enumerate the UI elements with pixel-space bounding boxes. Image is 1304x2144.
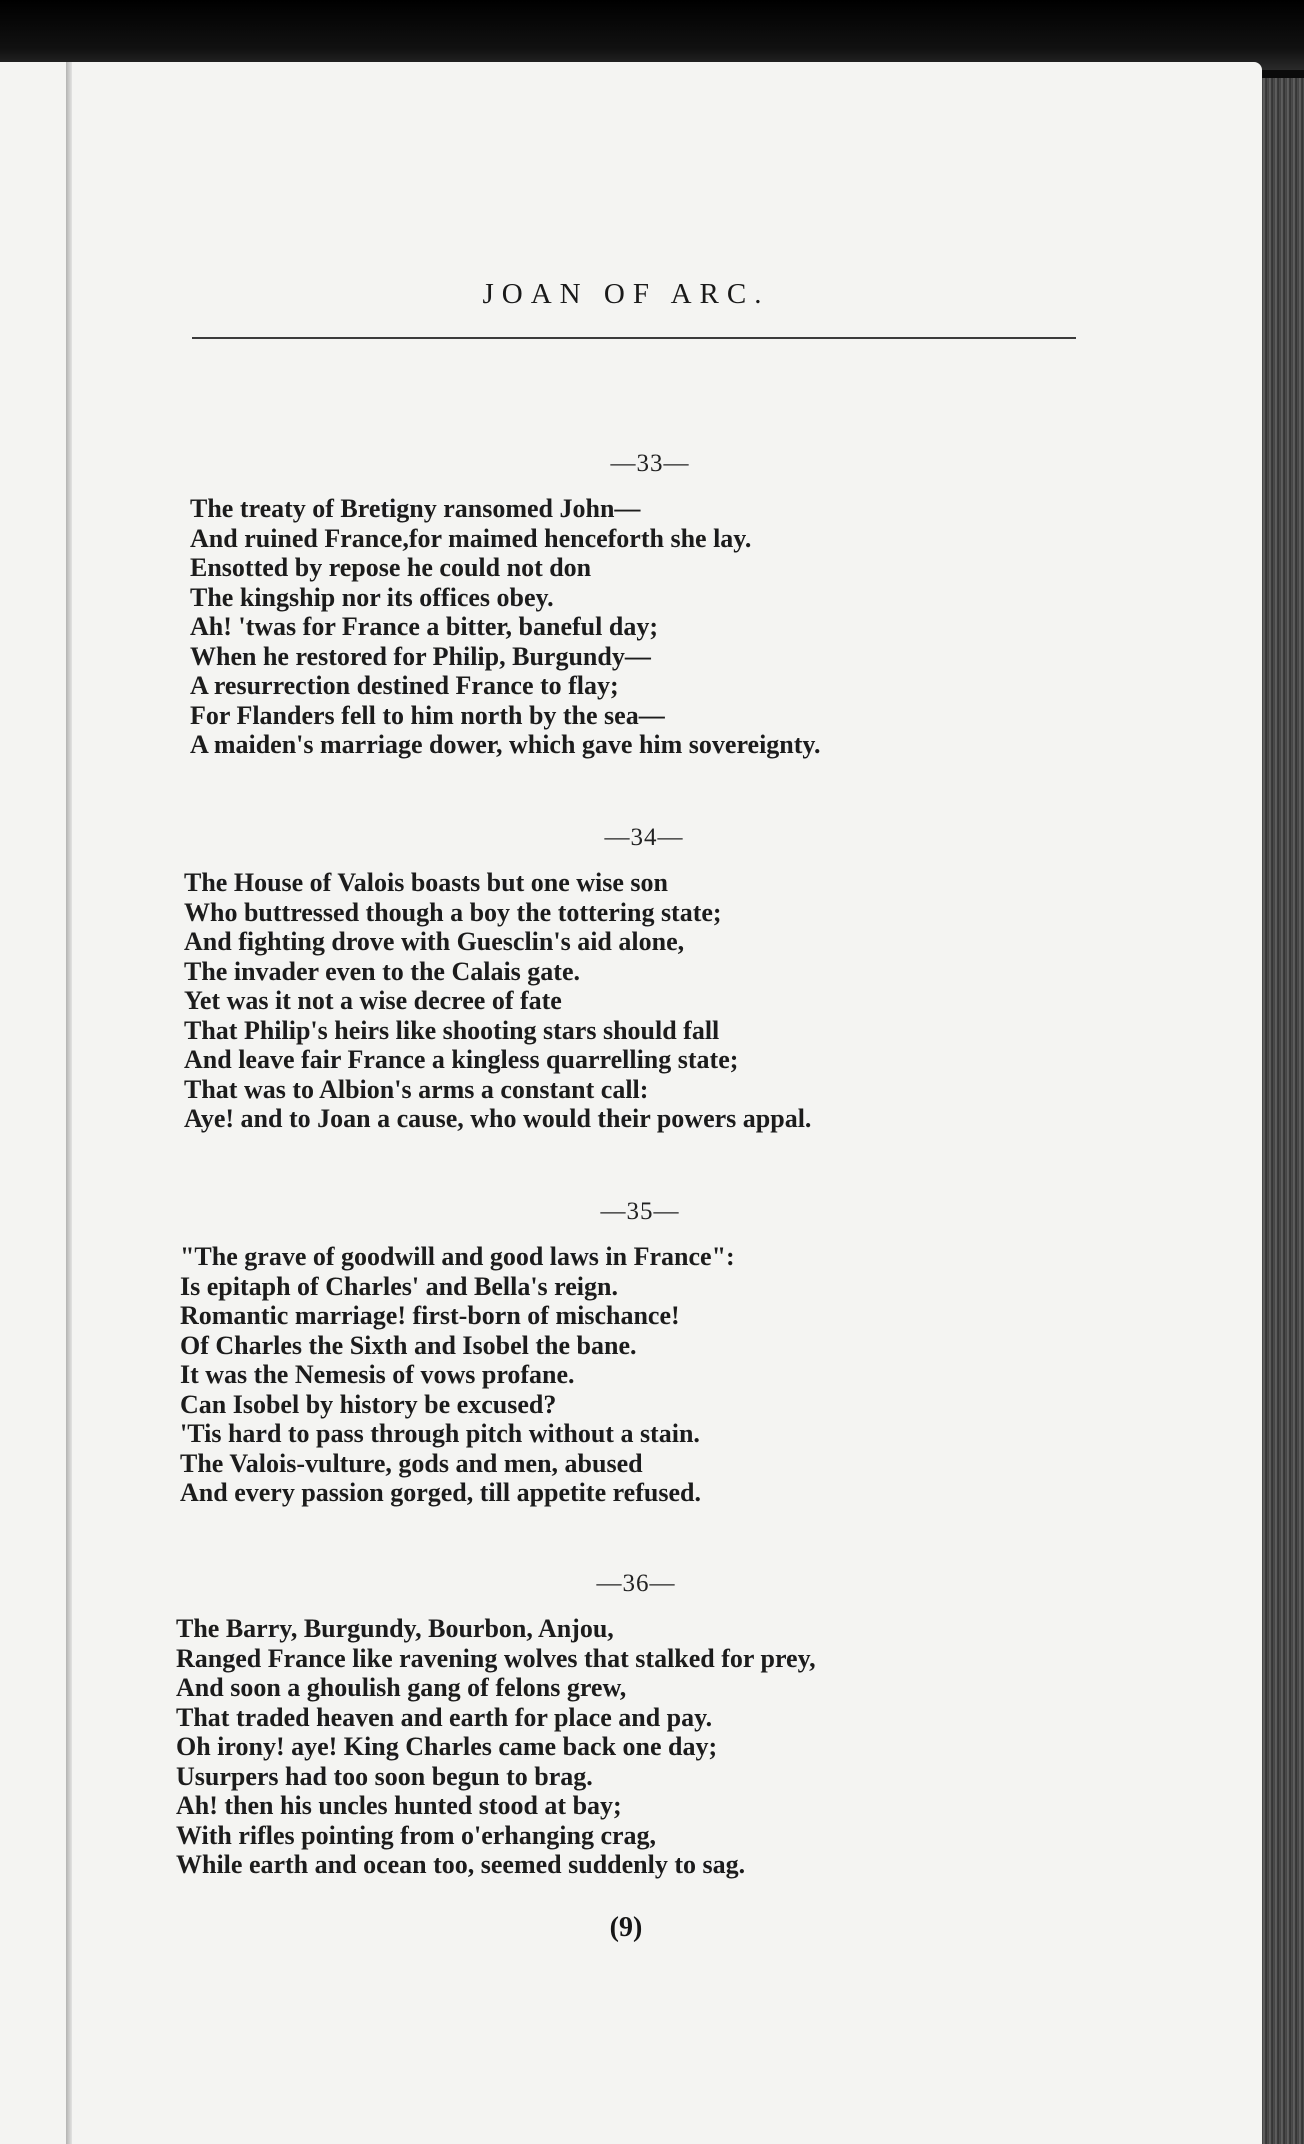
verse-line: It was the Nemesis of vows profane. xyxy=(180,1360,575,1389)
stanza-36 xyxy=(176,1570,1096,1880)
verse-line: With rifles pointing from o'erhanging crag, xyxy=(176,1820,657,1850)
verse-line: The kingship nor its offices obey. xyxy=(190,582,554,612)
verse-line: The House of Valois boasts but one wise son xyxy=(184,868,668,897)
verse-line: And ruined France,for maimed henceforth she lay. xyxy=(190,523,752,553)
verse-line: The invader even to the Calais gate. xyxy=(184,956,580,986)
header-rule xyxy=(192,337,1076,339)
verse-line: 'Tis hard to pass through pitch without a stain. xyxy=(180,1419,700,1448)
verse-line: When he restored for Philip, Burgundy— xyxy=(190,641,651,671)
stanza-number: —36— xyxy=(596,1570,676,1597)
verse-line: While earth and ocean too, seemed suddenly to sag. xyxy=(176,1850,746,1879)
verse-line: Who buttressed though a boy the tottering state; xyxy=(184,897,722,927)
verse-line: Of Charles the Sixth and Isobel the bane. xyxy=(180,1330,637,1360)
verse-line: The treaty of Bretigny ransomed John— xyxy=(190,494,641,523)
verse-line: A maiden's marriage dower, which gave him sovereignty. xyxy=(190,730,821,759)
verse-line: For Flanders fell to him north by the sea— xyxy=(190,700,665,730)
verse-line: Is epitaph of Charles' and Bella's reign. xyxy=(180,1271,618,1301)
book-page xyxy=(0,62,1262,2144)
verse-line: And fighting drove with Guesclin's aid alone, xyxy=(184,927,685,956)
verse-line: Ah! 'twas for France a bitter, baneful day; xyxy=(190,612,658,641)
verse-line: The Valois-vulture, gods and men, abused xyxy=(180,1448,643,1478)
stanza-number: —35— xyxy=(600,1198,680,1225)
page-gutter xyxy=(66,62,72,2144)
verse-line: That Philip's heirs like shooting stars should fall xyxy=(184,1015,720,1045)
stanza-number: —34— xyxy=(604,824,684,851)
page-number: (9) xyxy=(609,1912,643,1943)
verse-line: That traded heaven and earth for place and pay. xyxy=(176,1702,713,1732)
verse-line: Romantic marriage! first-born of mischance! xyxy=(180,1301,680,1330)
verse-line: Can Isobel by history be excused? xyxy=(180,1389,557,1419)
stanza-35 xyxy=(180,1198,1100,1508)
verse-line: The Barry, Burgundy, Bourbon, Anjou, xyxy=(176,1614,614,1643)
verse-line: Usurpers had too soon begun to brag. xyxy=(176,1761,593,1791)
verse-line: Ah! then his uncles hunted stood at bay; xyxy=(176,1791,622,1820)
stanza-number: —33— xyxy=(610,450,690,477)
verse-line: That was to Albion's arms a constant call: xyxy=(184,1074,649,1104)
verse-line: "The grave of goodwill and good laws in France": xyxy=(180,1242,735,1271)
verse-line: Ensotted by repose he could not don xyxy=(190,553,592,582)
verse-line: Oh irony! aye! King Charles came back one day; xyxy=(176,1732,718,1761)
scan-background xyxy=(0,0,1304,70)
stanza-33 xyxy=(190,450,1110,760)
verse-line: And every passion gorged, till appetite refused. xyxy=(180,1478,701,1507)
stanza-34 xyxy=(184,824,1104,1134)
running-head: JOAN OF ARC. xyxy=(482,278,770,310)
verse-line: Aye! and to Joan a cause, who would their powers appal. xyxy=(184,1104,812,1133)
verse-line: Ranged France like ravening wolves that stalked for prey, xyxy=(176,1643,816,1673)
verse-line: And soon a ghoulish gang of felons grew, xyxy=(176,1673,627,1702)
page-edges xyxy=(1262,78,1304,2144)
page-content xyxy=(176,62,1076,2144)
verse-line: Yet was it not a wise decree of fate xyxy=(184,986,562,1015)
verse-line: A resurrection destined France to flay; xyxy=(190,671,619,700)
verse-line: And leave fair France a kingless quarrelling state; xyxy=(184,1045,739,1074)
